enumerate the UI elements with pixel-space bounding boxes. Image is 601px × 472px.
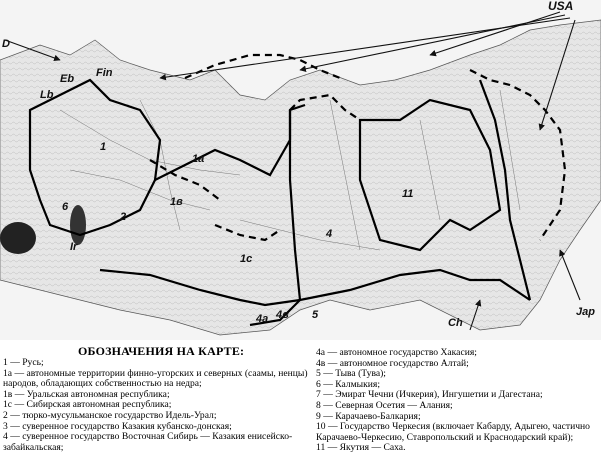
label-1: 1	[100, 141, 107, 153]
legend-item: 1 — Русь;	[3, 357, 44, 368]
legend-item: 7 — Эмират Чечни (Ичкерия), Ингушетии и Дагестана;	[316, 389, 543, 401]
legend-item: 5 — Тыва (Тува);	[316, 368, 386, 380]
legend-right-column	[316, 348, 599, 454]
label-1c: 1с	[240, 253, 253, 265]
black-sea	[0, 222, 36, 254]
label-lb: Lb	[40, 89, 54, 101]
legend-item: 1а — автономные территории финно-угорских и северных (саамы, ненцы)	[3, 367, 308, 379]
label-4b: 4в	[276, 309, 289, 321]
label-1a: 1а	[192, 153, 205, 165]
legend-item: 10 — Государство Черкесия (включает Кабарду, Адыгею, частично	[316, 421, 590, 433]
label-jap: Jap	[576, 306, 595, 318]
legend-item: 9 — Карачаево-Балкария;	[316, 410, 421, 422]
label-4a: 4а	[256, 313, 269, 325]
legend-item: Карачаево-Черкесию, Ставропольский и Краснодарский край);	[316, 431, 574, 443]
label-6: 6	[62, 201, 69, 213]
label-ch: Ch	[448, 317, 463, 329]
legend-item: 4 — суверенное государство Восточная Сибирь — Казакия енисейско-	[3, 431, 293, 443]
legend-item: 4а — автономное государство Хакасия;	[316, 347, 477, 358]
label-4: 4	[326, 228, 333, 240]
label-1b: 1в	[170, 196, 183, 208]
label-eb: Eb	[60, 73, 75, 85]
label-ir: Ir	[70, 241, 78, 253]
label-usa: USA	[548, 0, 574, 13]
legend-item: забайкальская;	[3, 441, 64, 453]
label-d: D	[2, 38, 10, 50]
legend-item: 8 — Северная Осетия — Алания;	[316, 399, 453, 411]
label-2: 2	[120, 211, 127, 223]
legend-item: 3 — суверенное государство Казакия кубанско-донская;	[3, 420, 232, 432]
label-5: 5	[312, 309, 319, 321]
legend-item: 4в — автономное государство Алтай;	[316, 357, 469, 369]
legend-item: 1в — Уральская автономная республика;	[3, 388, 170, 400]
legend-title: ОБОЗНАЧЕНИЯ НА КАРТЕ:	[78, 344, 245, 358]
legend-item: народов, обладающих собственностью на недра;	[3, 378, 202, 390]
legend-item: 2 — тюрко-мусульманское государство Идель-Урал;	[3, 409, 217, 421]
legend-left-column	[3, 358, 309, 453]
legend-item: 1с — Сибирская автономная республика;	[3, 399, 172, 411]
label-fin: Fin	[96, 67, 113, 79]
caspian-sea	[70, 205, 86, 245]
label-11: 11	[402, 188, 414, 200]
legend-item: 6 — Калмыкия;	[316, 378, 380, 390]
legend-item: 11 — Якутия — Саха.	[316, 442, 406, 454]
map-legend	[0, 340, 601, 472]
